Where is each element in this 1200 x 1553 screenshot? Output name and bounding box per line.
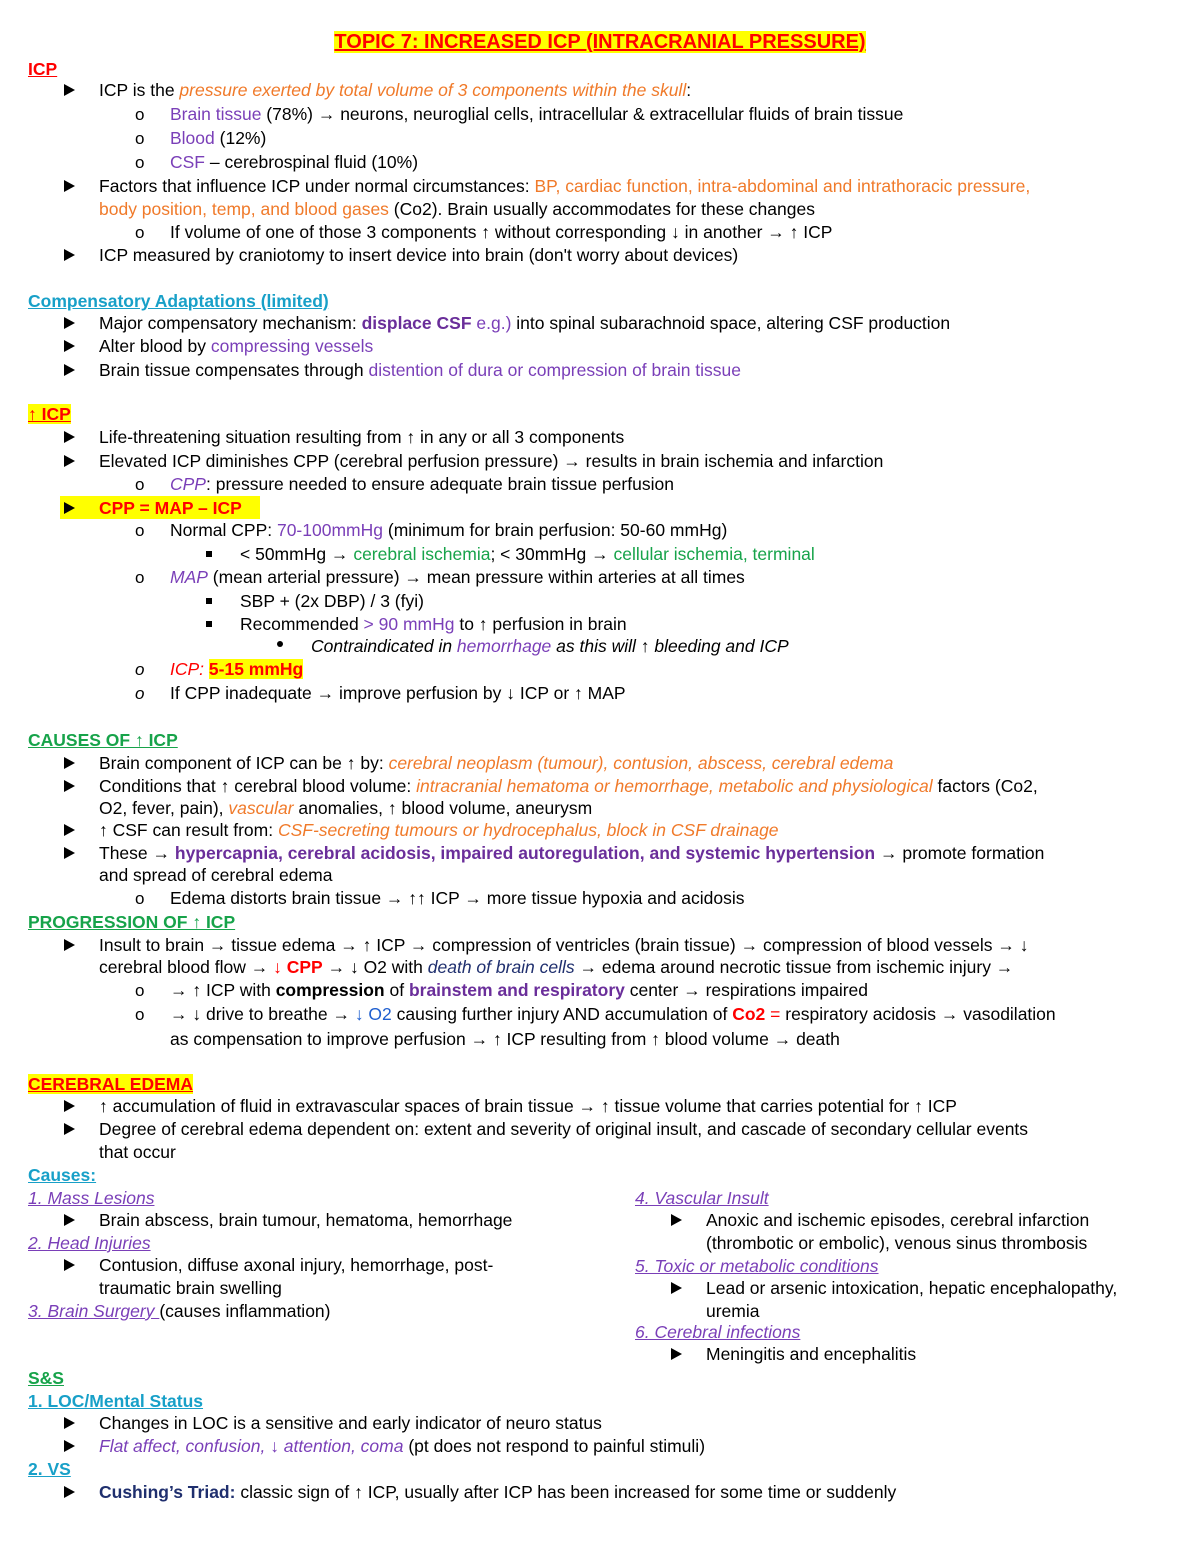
bullet-arrow-icon	[671, 1214, 682, 1226]
comp-blood: Alter blood by compressing vessels	[99, 336, 374, 356]
cause-vascular-insult: 4. Vascular Insult	[635, 1188, 769, 1208]
map-definition: MAP (mean arterial pressure) → mean pressure within arteries at all times	[170, 567, 745, 587]
ss-loc-changes: Changes in LOC is a sensitive and early indicator of neuro status	[99, 1413, 602, 1433]
bullet-arrow-icon	[64, 317, 75, 329]
causes-edema-sub: Edema distorts brain tissue → ↑↑ ICP → more tissue hypoxia and acidosis	[170, 888, 745, 908]
bullet-arrow-icon	[64, 1214, 75, 1226]
ss-vs-heading: 2. VS	[28, 1459, 71, 1479]
cause-brain-surgery: 3. Brain Surgery (causes inflammation)	[28, 1301, 331, 1321]
edema-accumulation: ↑ accumulation of fluid in extravascular spaces of brain tissue → ↑ tissue volume that carries potential for ↑ ICP	[99, 1096, 957, 1116]
ss-loc-flat-affect: Flat affect, confusion, ↓ attention, coma (pt does not respond to painful stimuli)	[99, 1436, 706, 1456]
causes-blood-volume-line1: Conditions that ↑ cerebral blood volume: intracranial hematoma or hemorrhage, metabolic and physiological factors (Co2,	[99, 776, 1038, 796]
cause-cerebral-infections: 6. Cerebral infections	[635, 1322, 801, 1342]
bullet-arrow-icon	[64, 824, 75, 836]
edema-degree-line2: that occur	[99, 1142, 176, 1162]
sub-bullet-icon: o	[135, 568, 145, 587]
bullet-arrow-icon	[64, 1123, 75, 1135]
icp-factors-sub: If volume of one of those 3 components ↑ without corresponding ↓ in another → ↑ ICP	[170, 222, 833, 242]
cerebral-edema-heading: CEREBRAL EDEMA	[28, 1074, 193, 1094]
bullet-arrow-icon	[64, 780, 75, 792]
cause-vascular-line2: (thrombotic or embolic), venous sinus thrombosis	[706, 1233, 1088, 1253]
inc-life-threatening: Life-threatening situation resulting from ↑ in any or all 3 components	[99, 427, 625, 447]
cause-head-injuries-line2: traumatic brain swelling	[99, 1278, 282, 1298]
bullet-arrow-icon	[64, 757, 75, 769]
cause-toxic-line1: Lead or arsenic intoxication, hepatic encephalopathy,	[706, 1278, 1118, 1298]
bullet-arrow-icon	[64, 180, 75, 192]
map-recommended: Recommended > 90 mmHg to ↑ perfusion in brain	[240, 614, 627, 634]
edema-causes-heading: Causes:	[28, 1165, 97, 1185]
bullet-arrow-icon	[64, 249, 75, 261]
bullet-arrow-icon	[64, 1100, 75, 1112]
cause-mass-lesions: 1. Mass Lesions	[28, 1188, 155, 1208]
cpp-ischemia: < 50mmHg → cerebral ischemia; < 30mmHg → cellular ischemia, terminal	[240, 544, 815, 564]
cause-head-injuries: 2. Head Injuries	[28, 1233, 151, 1253]
map-formula: SBP + (2x DBP) / 3 (fyi)	[240, 591, 424, 611]
icp-definition: ICP is the pressure exerted by total volume of 3 components within the skull:	[99, 80, 692, 100]
progression-heading: PROGRESSION OF ↑ ICP	[28, 912, 236, 932]
sub-bullet-icon: o	[135, 981, 145, 1000]
cause-toxic-metabolic: 5. Toxic or metabolic conditions	[635, 1256, 879, 1276]
bullet-arrow-icon	[64, 84, 75, 96]
cause-infections-detail: Meningitis and encephalitis	[706, 1344, 917, 1364]
icp-factors-line1: Factors that influence ICP under normal circumstances: BP, cardiac function, intra-abdominal and intrathoracic pressure,	[99, 176, 1031, 196]
icp-heading: ICP	[28, 59, 58, 79]
component-brain-tissue: Brain tissue (78%) → neurons, neuroglial cells, intracellular & extracellular fluids of brain tissue	[170, 104, 904, 124]
causes-these-line1: These → hypercapnia, cerebral acidosis, impaired autoregulation, and systemic hypertension → promote formation	[99, 843, 1045, 863]
causes-heading: CAUSES OF ↑ ICP	[28, 730, 178, 750]
square-bullet-icon	[206, 551, 212, 557]
icp-factors-line2: body position, temp, and blood gases (Co2). Brain usually accommodates for these changes	[99, 199, 815, 219]
sub-bullet-icon: o	[135, 1005, 145, 1024]
sub-bullet-icon: o	[135, 153, 145, 172]
progression-line2: cerebral blood flow → ↓ CPP → ↓ O2 with death of brain cells → edema around necrotic tissue from ischemic injury →	[99, 957, 1014, 977]
ss-cushings-triad: Cushing’s Triad: classic sign of ↑ ICP, usually after ICP has been increased for some time or suddenly	[99, 1482, 897, 1502]
bullet-arrow-icon	[64, 1486, 75, 1498]
square-bullet-icon	[206, 621, 212, 627]
ss-loc-heading: 1. LOC/Mental Status	[28, 1391, 204, 1411]
square-bullet-icon	[206, 598, 212, 604]
inc-diminishes-cpp: Elevated ICP diminishes CPP (cerebral perfusion pressure) → results in brain ischemia and infarction	[99, 451, 884, 471]
progression-breathe-line2: as compensation to improve perfusion → ↑ ICP resulting from ↑ blood volume → death	[170, 1029, 840, 1049]
bullet-arrow-icon	[671, 1282, 682, 1294]
bullet-arrow-icon	[64, 1440, 75, 1452]
round-bullet-icon	[277, 641, 283, 647]
sub-bullet-icon: o	[135, 129, 145, 148]
increased-icp-heading: ↑ ICP	[28, 404, 71, 424]
sub-bullet-icon: o	[135, 223, 145, 242]
icp-measured: ICP measured by craniotomy to insert device into brain (don't worry about devices)	[99, 245, 739, 265]
cause-vascular-line1: Anoxic and ischemic episodes, cerebral infarction	[706, 1210, 1090, 1230]
bullet-arrow-icon	[64, 1259, 75, 1271]
component-csf: CSF – cerebrospinal fluid (10%)	[170, 152, 419, 172]
sub-bullet-icon: o	[135, 660, 145, 679]
compensatory-heading: Compensatory Adaptations (limited)	[28, 291, 329, 311]
cause-toxic-line2: uremia	[706, 1301, 760, 1321]
cpp-inadequate: If CPP inadequate → improve perfusion by ↓ ICP or ↑ MAP	[170, 683, 626, 703]
bullet-arrow-icon	[64, 340, 75, 352]
sub-bullet-icon: o	[135, 521, 145, 540]
causes-these-line2: and spread of cerebral edema	[99, 865, 333, 885]
page-title: TOPIC 7: INCREASED ICP (INTRACRANIAL PRESSURE)	[334, 31, 866, 53]
bullet-arrow-icon	[64, 431, 75, 443]
cpp-definition: CPP: pressure needed to ensure adequate brain tissue perfusion	[170, 474, 674, 494]
bullet-arrow-icon	[671, 1348, 682, 1360]
icp-normal-range: ICP: 5-15 mmHg	[170, 659, 304, 679]
bullet-arrow-icon	[64, 847, 75, 859]
bullet-arrow-icon	[64, 455, 75, 467]
progression-brainstem: → ↑ ICP with compression of brainstem and respiratory center → respirations impaired	[170, 980, 869, 1000]
edema-degree-line1: Degree of cerebral edema dependent on: extent and severity of original insult, and cascade of secondary cellular events	[99, 1119, 1029, 1139]
causes-csf: ↑ CSF can result from: CSF-secreting tumours or hydrocephalus, block in CSF drainage	[99, 820, 779, 840]
sub-bullet-icon: o	[135, 105, 145, 124]
sub-bullet-icon: o	[135, 684, 145, 703]
cpp-formula: CPP = MAP – ICP	[99, 498, 242, 518]
sub-bullet-icon: o	[135, 475, 145, 494]
comp-brain-tissue: Brain tissue compensates through distention of dura or compression of brain tissue	[99, 360, 742, 380]
progression-line1: Insult to brain → tissue edema → ↑ ICP → compression of ventricles (brain tissue) → compression of blood vessels → ↓	[99, 935, 1029, 955]
normal-cpp: Normal CPP: 70-100mmHg (minimum for brain perfusion: 50-60 mmHg)	[170, 520, 728, 540]
sub-bullet-icon: o	[135, 889, 145, 908]
ss-heading: S&S	[28, 1368, 64, 1388]
bullet-arrow-icon	[64, 502, 75, 514]
causes-brain-component: Brain component of ICP can be ↑ by: cerebral neoplasm (tumour), contusion, abscess, cerebral edema	[99, 753, 894, 773]
cause-head-injuries-line1: Contusion, diffuse axonal injury, hemorrhage, post-	[99, 1255, 494, 1275]
bullet-arrow-icon	[64, 364, 75, 376]
bullet-arrow-icon	[64, 939, 75, 951]
component-blood: Blood (12%)	[170, 128, 267, 148]
map-contraindicated: Contraindicated in hemorrhage as this will ↑ bleeding and ICP	[311, 636, 789, 656]
causes-blood-volume-line2: O2, fever, pain), vascular anomalies, ↑ blood volume, aneurysm	[99, 798, 593, 818]
bullet-arrow-icon	[64, 1417, 75, 1429]
comp-mechanism: Major compensatory mechanism: displace CSF e.g.) into spinal subarachnoid space, altering CSF production	[99, 313, 951, 333]
progression-breathe-line1: → ↓ drive to breathe → ↓ O2 causing further injury AND accumulation of Co2 = respiratory acidosis → vasodilation	[170, 1004, 1056, 1024]
cause-mass-lesions-detail: Brain abscess, brain tumour, hematoma, hemorrhage	[99, 1210, 513, 1230]
